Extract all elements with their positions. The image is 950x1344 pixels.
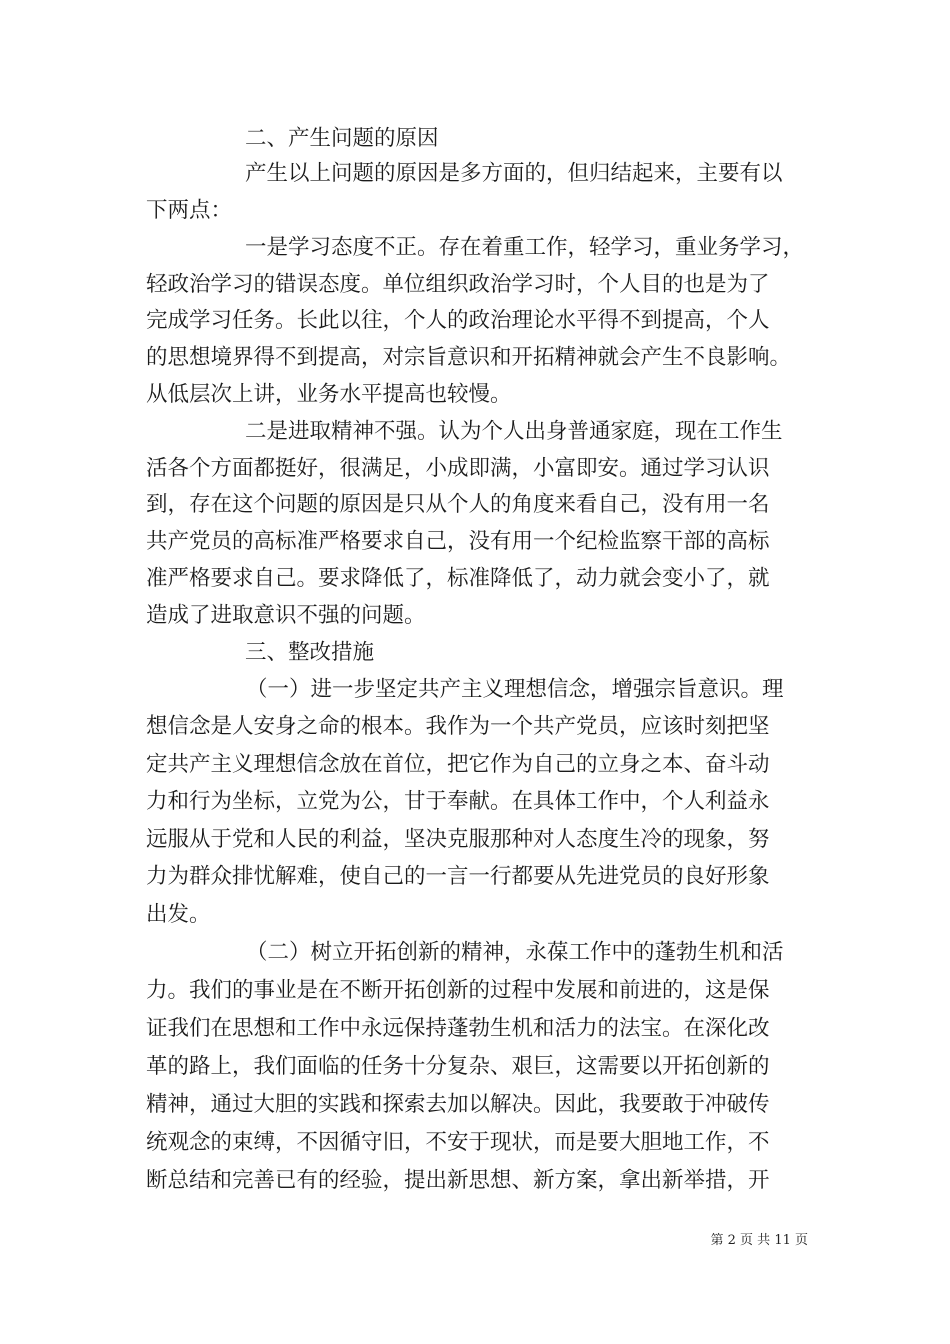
- paragraph-line: 准严格要求自己。要求降低了，标准降低了，动力就会变小了，就: [146, 566, 770, 591]
- section-heading-causes: 二、产生问题的原因: [245, 126, 439, 151]
- paragraph-line: 力为群众排忧解难，使自己的一言一行都要从先进党员的良好形象: [146, 864, 770, 889]
- paragraph-line: 二是进取精神不强。认为个人出身普通家庭，现在工作生: [245, 419, 783, 444]
- paragraph-line: 轻政治学习的错误态度。单位组织政治学习时，个人目的也是为了: [146, 272, 770, 297]
- paragraph-line: 远服从于党和人民的利益，坚决克服那种对人态度生冷的现象，努: [146, 827, 770, 852]
- paragraph-line: 产生以上问题的原因是多方面的，但归结起来，主要有以: [245, 161, 783, 186]
- paragraph-line: 精神，通过大胆的实践和探索去加以解决。因此，我要敢于冲破传: [146, 1092, 770, 1117]
- paragraph-line: 证我们在思想和工作中永远保持蓬勃生机和活力的法宝。在深化改: [146, 1016, 770, 1041]
- paragraph-line: 完成学习任务。长此以往，个人的政治理论水平得不到提高，个人: [146, 308, 770, 333]
- paragraph-line: 革的路上，我们面临的任务十分复杂、艰巨，这需要以开拓创新的: [146, 1054, 770, 1079]
- paragraph-line: 下两点：: [146, 198, 233, 223]
- paragraph-line: 定共产主义理想信念放在首位，把它作为自己的立身之本、奋斗动: [146, 752, 770, 777]
- subsection-heading-1: （一）进一步坚定共产主义理想信念，增强宗旨意识。理: [246, 677, 784, 702]
- paragraph-line: 到，存在这个问题的原因是只从个人的角度来看自己，没有用一名: [146, 492, 770, 517]
- section-heading-measures: 三、整改措施: [245, 640, 375, 665]
- paragraph-line: 力和行为坐标，立党为公，甘于奉献。在具体工作中，个人利益永: [146, 789, 770, 814]
- paragraph-line: 断总结和完善已有的经验，提出新思想、新方案，拿出新举措，开: [146, 1168, 770, 1193]
- paragraph-line: 想信念是人安身之命的根本。我作为一个共产党员，应该时刻把坚: [146, 714, 770, 739]
- page-number: 第 2 页 共 11 页: [710, 1233, 808, 1248]
- paragraph-line: 造成了进取意识不强的问题。: [146, 603, 426, 628]
- paragraph-line: 共产党员的高标准严格要求自己，没有用一个纪检监察干部的高标: [146, 529, 770, 554]
- paragraph-line: 出发。: [146, 902, 211, 927]
- paragraph-line: 的思想境界得不到提高，对宗旨意识和开拓精神就会产生不良影响。: [146, 345, 792, 370]
- paragraph-line: 力。我们的事业是在不断开拓创新的过程中发展和前进的，这是保: [146, 978, 770, 1003]
- paragraph-line: 活各个方面都挺好，很满足，小成即满，小富即安。通过学习认识: [146, 456, 770, 481]
- paragraph-line: 一是学习态度不正。存在着重工作，轻学习，重业务学习，: [245, 235, 805, 260]
- paragraph-line: 统观念的束缚，不因循守旧，不安于现状，而是要大胆地工作，不: [146, 1130, 770, 1155]
- subsection-heading-2: （二）树立开拓创新的精神，永葆工作中的蓬勃生机和活: [246, 940, 784, 965]
- paragraph-line: 从低层次上讲，业务水平提高也较慢。: [146, 382, 512, 407]
